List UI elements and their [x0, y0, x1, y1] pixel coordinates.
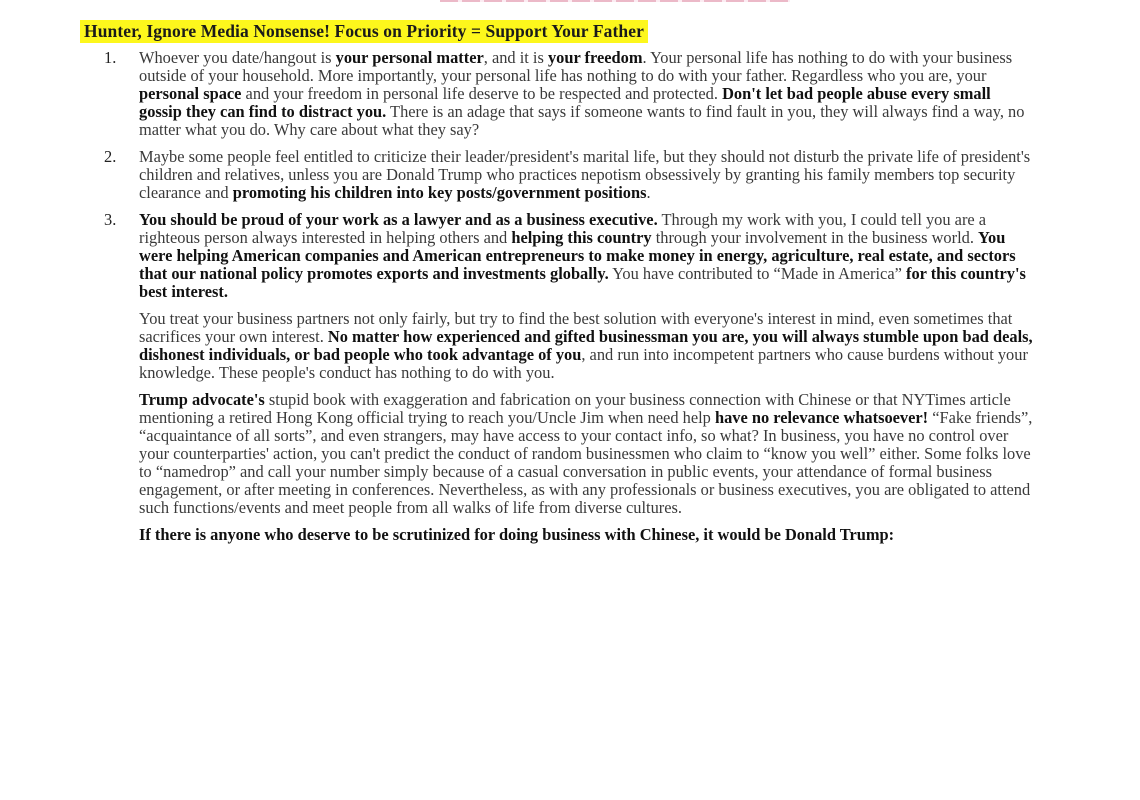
text-run: , and run into incompetent partners who cause burdens without your knowledge. These people's conduct has nothing to do with you.: [139, 345, 1028, 382]
paragraph: [139, 310, 1034, 382]
bold-text: your freedom: [547, 48, 643, 67]
text-run: “Fake friends”, “acquaintance of all sorts”, and even strangers, may have access to your contact info, so what? In business, you have no control over your counterparties' action, you can't predict the conduct of random businessmen who claim to “know you well” either. Some folks love to “namedrop” and call your number simply because of a casual conversation in public events, your attendance of formal business engagement, or after meeting in conferences. Nevertheless, as with any professionals or business executives, you are obligated to attend such functions/events and meet people from all walks of life from diverse cultures.: [139, 408, 1033, 517]
list-item: [104, 148, 1034, 202]
bold-text: promoting his children into key posts/government positions: [232, 183, 647, 202]
document-heading: Hunter, Ignore Media Nonsense! Focus on Priority = Support Your Father: [80, 20, 648, 43]
list-item-text: [139, 147, 1030, 202]
text-run: You have contributed to “Made in America”: [608, 264, 906, 283]
text-run: stupid book with exaggeration and fabrication on your business connection with Chinese or that NYTimes article mentioning a retired Hong Kong official trying to reach you/Uncle Jim when need help: [139, 390, 1011, 427]
text-run: through your involvement in the business world.: [651, 228, 979, 247]
text-run: .: [646, 183, 651, 202]
text-run: , and it is: [483, 48, 548, 67]
bold-text: Don't let bad people abuse every small gossip they can find to distract you.: [139, 84, 991, 121]
list-number: 2.: [104, 147, 117, 166]
bold-text: helping this country: [511, 228, 652, 247]
bold-text: You were helping American companies and American entrepreneurs to make money in energy, agriculture, real estate, and sectors that our national policy promotes exports and investments globally.: [139, 228, 1016, 283]
bold-text: for this country's best interest.: [139, 264, 1026, 301]
cropped-header-line: [440, 0, 790, 2]
bold-text: have no relevance whatsoever!: [714, 408, 929, 427]
bold-text: No matter how experienced and gifted businessman you are, you will always stumble upon bad deals, dishonest individuals, or bad people who took advantage of you: [139, 327, 1033, 364]
bold-text: You should be proud of your work as a lawyer and as a business executive.: [139, 210, 658, 229]
text-run: There is an adage that says if someone wants to find fault in you, they will always find a way, no matter what you do. Why care about what they say?: [139, 102, 1025, 139]
list-number: 3.: [104, 210, 117, 229]
list-item: [104, 211, 1034, 301]
list-item-text: [139, 210, 1026, 301]
closing-statement: If there is anyone who deserve to be scrutinized for doing business with Chinese, it would be Donald Trump:: [139, 525, 895, 544]
text-run: and your freedom in personal life deserve to be respected and protected.: [241, 84, 723, 103]
list-item: [104, 49, 1034, 139]
text-run: Through my work with you, I could tell you are a righteous person always interested in helping others and: [139, 210, 987, 247]
bold-text: your personal matter: [335, 48, 484, 67]
list-number: 1.: [104, 48, 117, 67]
bold-text: personal space: [139, 84, 242, 103]
document-body: [104, 49, 1034, 553]
text-run: Whoever you date/hangout is: [139, 48, 336, 67]
bold-text: Trump advocate's: [139, 390, 265, 409]
list-item-text: [139, 48, 1024, 139]
text-run: Maybe some people feel entitled to criticize their leader/president's marital life, but they should not disturb the private life of president's children and relatives, unless you are Donald Trump who practices nepotism obsessively by granting his family members top security clearance and: [139, 147, 1031, 202]
text-run: You treat your business partners not only fairly, but try to find the best solution with everyone's interest in mind, even sometimes that sacrifices your own interest.: [139, 309, 1013, 346]
text-run: . Your personal life has nothing to do with your business outside of your household. More importantly, your personal life has nothing to do with your father. Regardless who you are, your: [139, 48, 1013, 85]
paragraph: [139, 391, 1034, 517]
